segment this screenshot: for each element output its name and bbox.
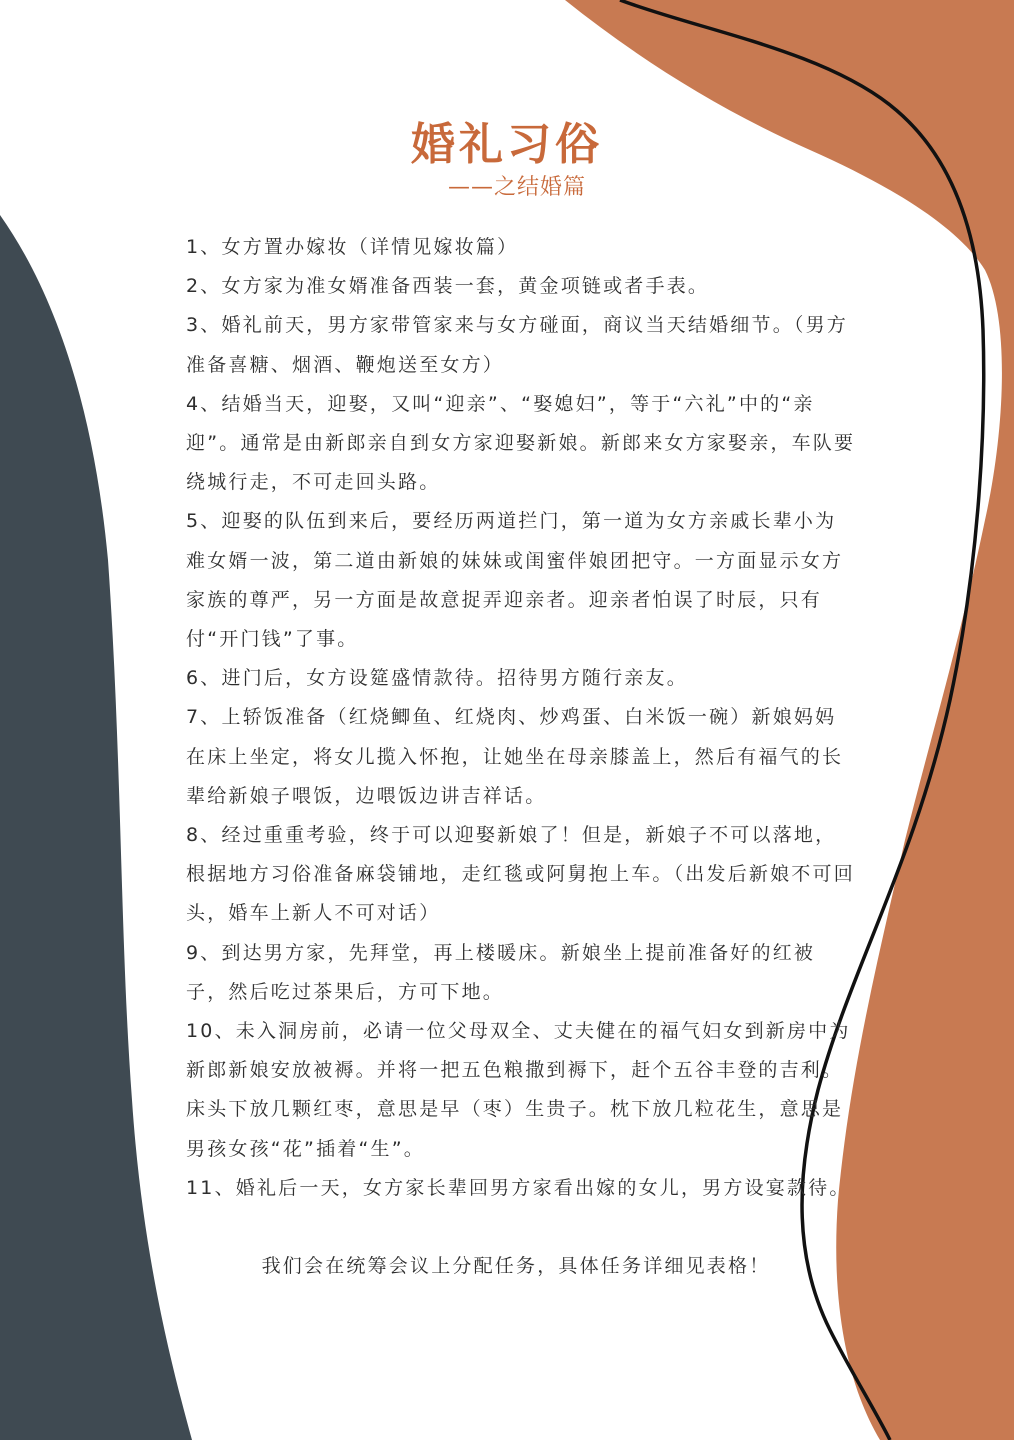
list-item-8: 8、经过重重考验，终于可以迎娶新娘了！但是，新娘子不可以落地，根据地方习俗准备麻袋铺地，走红毯或阿舅抱上车。（出发后新娘不可回头，婚车上新人不可对话）	[186, 824, 855, 925]
list-item-4: 4、结婚当天，迎娶，又叫“迎亲”、“娶媳妇”，等于“六礼”中的“亲迎”。通常是由新郎亲自到女方家迎娶新娘。新郎来女方家娶亲，车队要绕城行走，不可走回头路。	[186, 392, 856, 494]
page-subtitle: ——之结婚篇	[447, 175, 586, 200]
list-item-3: 3、婚礼前天，男方家带管家来与女方碰面，商议当天结婚细节。（男方准备喜糖、烟酒、鞭炮送至女方）	[186, 314, 848, 376]
list-item-2: 2、女方家为准女婿准备西装一套，黄金项链或者手表。	[186, 275, 710, 298]
list-item-5: 5、迎娶的队伍到来后，要经历两道拦门，第一道为女方亲戚长辈小为难女婿一波，第二道由新娘的妹妹或闺蜜伴娘团把守。一方面显示女方家族的尊严，另一方面是故意捉弄迎亲者。迎亲者怕误了时辰，只有付“开门钱”了事。	[186, 510, 844, 651]
custom-list	[186, 228, 856, 1208]
list-item-1: 1、女方置办嫁妆（详情见嫁妆篇）	[186, 236, 519, 258]
list-item-9: 9、到达男方家，先拜堂，再上楼暖床。新娘坐上提前准备好的红被子，然后吃过茶果后，方可下地。	[186, 941, 816, 1003]
list-item-10: 10、未入洞房前，必请一位父母双全、丈夫健在的福气妇女到新房中为新郎新娘安放被褥。并将一把五色粮撒到褥下，赶个五谷丰登的吉利。床头下放几颗红枣，意思是早（枣）生贵子。枕下放几粒花生，意思是男孩女孩“花”插着“生”。	[186, 1020, 851, 1160]
list-item-11: 11、婚礼后一天，女方家长辈回男方家看出嫁的女儿，男方设宴款待。	[186, 1176, 851, 1199]
list-item-7: 7、上轿饭准备（红烧鲫鱼、红烧肉、炒鸡蛋、白米饭一碗）新娘妈妈在床上坐定，将女儿揽入怀抱，让她坐在母亲膝盖上，然后有福气的长辈给新娘子喂饭，边喂饭边讲吉祥话。	[186, 706, 844, 807]
closing-note: 我们会在统筹会议上分配任务，具体任务详细见表格！	[261, 1255, 771, 1277]
page-title: 婚礼习俗	[411, 119, 603, 170]
list-item-6: 6、进门后，女方设筵盛情款待。招待男方随行亲友。	[186, 667, 688, 690]
